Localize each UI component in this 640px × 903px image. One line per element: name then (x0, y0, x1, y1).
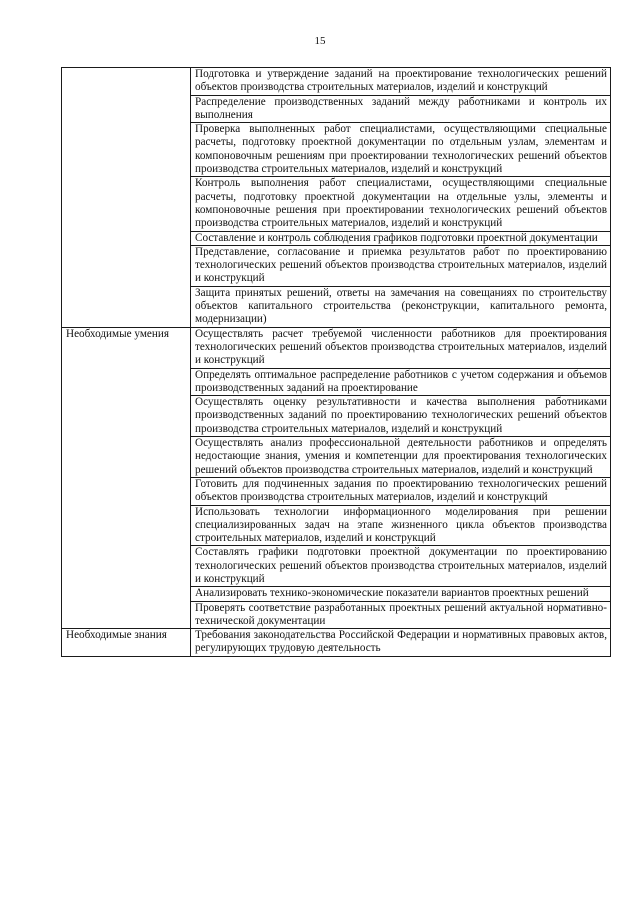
requirement-item: Распределение производственных заданий между работниками и контроль их выполнения (191, 95, 611, 123)
requirement-item: Осуществлять анализ профессиональной деятельности работников и определять недостающие знания, умения и компетенции для проектирования технологических решений объектов производства строительных материалов, изделий и конструкций (191, 437, 611, 478)
page-number: 15 (314, 35, 326, 47)
requirement-item: Осуществлять расчет требуемой численности работников для проектирования технологических решений объектов производства строительных материалов, изделий и конструкций (191, 327, 611, 368)
table-row (62, 68, 611, 96)
requirement-item: Составление и контроль соблюдения графиков подготовки проектной документации (191, 231, 611, 245)
requirement-item: Осуществлять оценку результативности и качества выполнения работниками производственных заданий по проектированию технологических решений объектов производства строительных материалов, изделий и конструкций (191, 396, 611, 437)
section-label: Необходимые знания (62, 629, 191, 657)
requirements-table-body (62, 68, 611, 657)
requirement-item: Использовать технологии информационного моделирования при решении специализированных задач на этапе жизненного цикла объектов производства строительных материалов, изделий и конструкций (191, 505, 611, 546)
section-label (62, 68, 191, 328)
requirement-item: Анализировать технико-экономические показатели вариантов проектных решений (191, 587, 611, 601)
section-label: Необходимые умения (62, 327, 191, 629)
requirement-item: Представление, согласование и приемка результатов работ по проектированию технологических решений объектов производства строительных материалов, изделий и конструкций (191, 245, 611, 286)
requirement-item: Защита принятых решений, ответы на замечания на совещаниях по строительству объектов капитального строительства (реконструкции, капитального ремонта, модернизации) (191, 286, 611, 327)
table-row (62, 327, 611, 368)
requirement-item: Контроль выполнения работ специалистами, осуществляющими специальные расчеты, подготовку проектной документации на отдельные узлы, элементы и компоновочные решения при проектировании технологических решений объектов производства строительных материалов, изделий и конструкций (191, 177, 611, 231)
requirement-item: Готовить для подчиненных задания по проектированию технологических решений объектов производства строительных материалов, изделий и конструкций (191, 477, 611, 505)
requirement-item: Определять оптимальное распределение работников с учетом содержания и объемов производственных заданий на проектирование (191, 368, 611, 396)
requirement-item: Составлять графики подготовки проектной документации по проектированию технологических решений объектов производства строительных материалов, изделий и конструкций (191, 546, 611, 587)
requirement-item: Проверять соответствие разработанных проектных решений актуальной нормативно-технической документации (191, 601, 611, 629)
requirements-table (61, 67, 611, 657)
requirement-item: Проверка выполненных работ специалистами, осуществляющими специальные расчеты, подготовку проектной документации по отдельным узлам, элементам и компоновочным решениям при проектировании технологических решений объектов производства строительных материалов, изделий и конструкций (191, 123, 611, 177)
requirement-item: Подготовка и утверждение заданий на проектирование технологических решений объектов производства строительных материалов, изделий и конструкций (191, 68, 611, 96)
requirement-item: Требования законодательства Российской Федерации и нормативных правовых актов, регулирующих трудовую деятельность (191, 629, 611, 657)
table-row (62, 629, 611, 657)
